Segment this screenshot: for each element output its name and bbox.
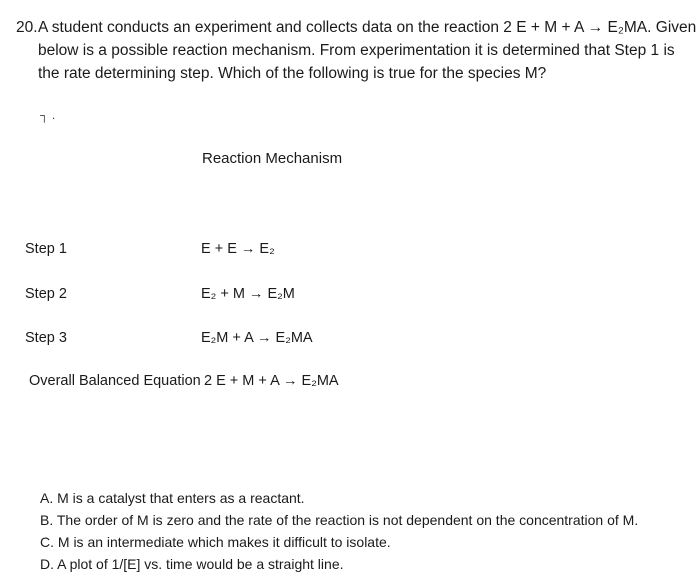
step-label: Step 2 bbox=[25, 286, 67, 302]
choice-a: A. M is a catalyst that enters as a reactant. bbox=[40, 490, 305, 506]
step-equation: E₂ + M → E₂M bbox=[201, 286, 295, 302]
overall-equation: 2 E + M + A → E₂MA bbox=[204, 373, 339, 389]
choice-c: C. M is an intermediate which makes it difficult to isolate. bbox=[40, 534, 391, 550]
step-equation: E + E → E₂ bbox=[201, 241, 275, 257]
choice-b: B. The order of M is zero and the rate of the reaction is not dependent on the concentration of M. bbox=[40, 512, 639, 528]
question-number: 20. bbox=[16, 19, 38, 36]
choice-d: D. A plot of 1/[E] vs. time would be a straight line. bbox=[40, 556, 344, 572]
step-label: Step 3 bbox=[25, 330, 67, 346]
pen-mark: ┐ . bbox=[40, 108, 56, 122]
question-line-3: the rate determining step. Which of the following is true for the species M? bbox=[38, 65, 547, 82]
mechanism-title: Reaction Mechanism bbox=[202, 150, 343, 167]
question-line-1: 20.A student conducts an experiment and collects data on the reaction 2 E + M + A → E₂MA. Given bbox=[16, 16, 696, 39]
question-text bbox=[16, 16, 696, 85]
answer-choices bbox=[40, 487, 638, 575]
overall-label: Overall Balanced Equation bbox=[29, 373, 201, 389]
step-equation: E₂M + A → E₂MA bbox=[201, 330, 313, 346]
question-line-2: below is a possible reaction mechanism. From experimentation it is determined that Step 1 is bbox=[38, 42, 675, 59]
step-label: Step 1 bbox=[25, 241, 67, 257]
